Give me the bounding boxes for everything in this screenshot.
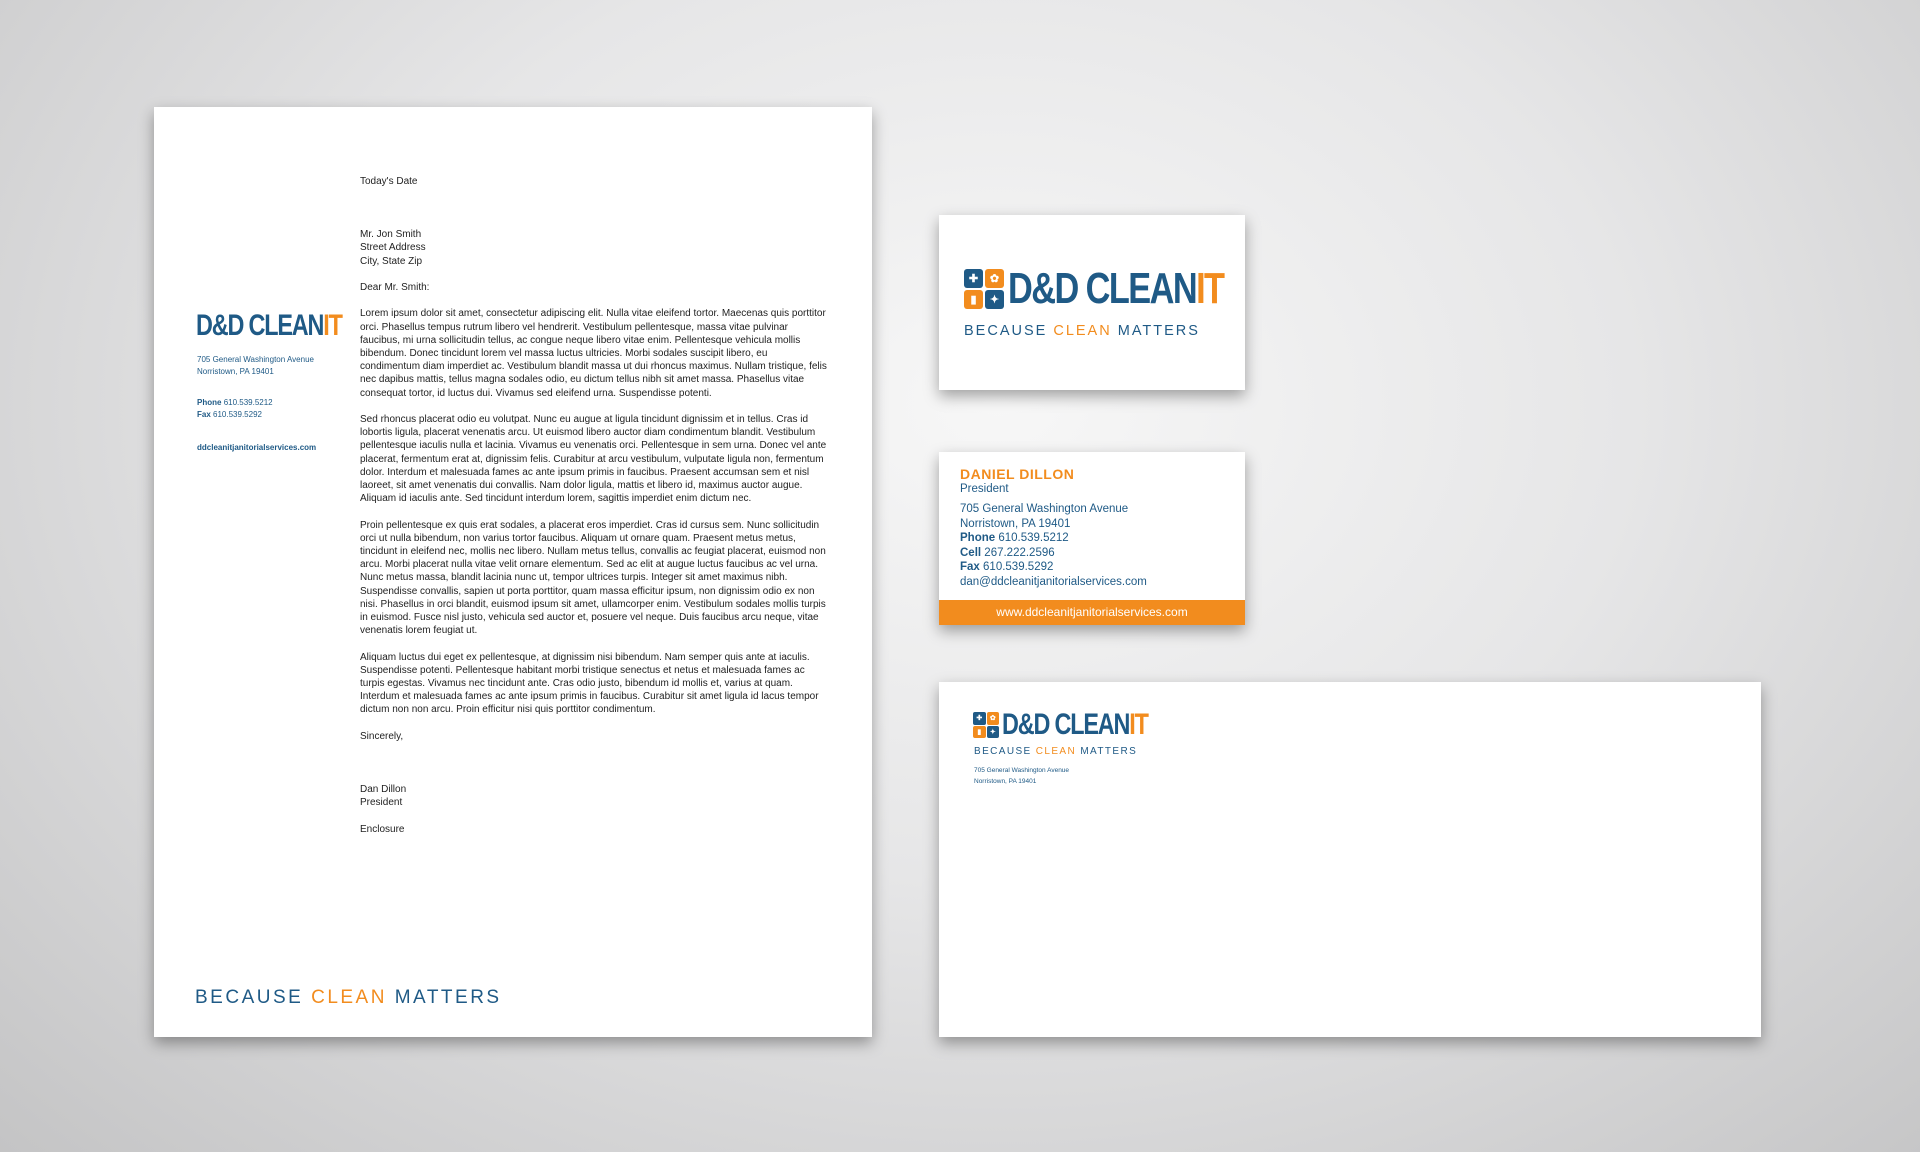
card-email: dan@ddcleanitjanitorialservices.com	[960, 575, 1147, 588]
letter-date: Today's Date	[360, 176, 418, 187]
letter-paragraph: Sed rhoncus placerat odio eu volutpat. Nunc eu augue at ligula tincidunt dignissim et in tellus. Cras id lobortis ligula, placerat venenatis arcu. Ut euismod libero auctor diam condimentum blandit. Vestibulum pellentesque iaculis nulla et lacinia. Vivamus eu venenatis orci. Pellentesque in sem urna. Donec vel ante placerat, fermentum erat at, dignissim felis. Curabitur at arcu vestibulum, vulputate ligula non, fermentum dolor. Interdum et malesuada fames ac ante ipsum primis in faucibus. Praesent accumsan sem et nisl laoreet, sit amet venenatis dui convallis. Nam dolor ligula, mattis et libero id, maximus auctor augue. Aliquam id iaculis ante. Sed tincidunt interdum lorem, sagittis imperdiet enim dictum nec.	[360, 414, 827, 505]
cleaning-tools-icon: ✚ ✿ ▮ ✦	[964, 269, 1004, 309]
card-logo-wordmark: D&D CLEANIT	[1008, 264, 1224, 313]
signer-title: President	[360, 797, 403, 809]
business-card-back	[939, 452, 1245, 625]
card-contact-details: 705 General Washington Avenue Norristown, PA 19401 Phone 610.539.5212 Cell 267.222.2596 Fax 610.539.5292 dan@ddcleanitjanitorialservices.com	[960, 503, 1147, 588]
card-tagline: BECAUSE CLEAN MATTERS	[964, 323, 1200, 339]
letter-paragraph: Proin pellentesque ex quis erat sodales, a placerat eros imperdiet. Cras id cursus sem. Nunc sollicitudin orci ut nulla bibendum, non varius tortor faucibus. Aliquam ut ornare quam. Praesent metus metus, tincidunt in eleifend nec, mollis nec libero. Nullam metus tellus, convallis ac feugiat placerat, euismod non arcu. Morbi placerat nulla vitae velit ornare elementum. Sed ac elit at augue luctus faucibus ac vel urna. Nunc metus massa, blandit lacinia nunc ut, tempor ultrices turpis. Integer sit amet maximus nibh. Suspendisse convallis, sapien ut porta porttitor, quam massa efficitur ipsum, non dignissim odio ex non nisi. Phasellus in orci blandit, euismod ipsum sit amet, ullamcorper enim. Vestibulum sodales mollis turpis in euismod. Fusce nisl justo, vehicula sed auctor et, posuere vel neque. Duis faucibus arcu neque, vitae venenatis lorem feugiat ut.	[360, 519, 826, 637]
business-card-front	[939, 215, 1245, 390]
letterhead	[154, 107, 872, 1037]
envelope-tagline: BECAUSE CLEAN MATTERS	[974, 746, 1138, 757]
letter-closing: Sincerely,	[360, 730, 404, 742]
signer-name: Dan Dillon	[360, 784, 407, 796]
cleaning-tools-icon: ✚ ✿ ▮ ✦	[973, 712, 999, 738]
letter-paragraph: Aliquam luctus dui eget ex pellentesque, at dignissim nisi bibendum. Nam semper quis ante at iaculis. Suspendisse potenti. Pellentesque habitant morbi tristique senectus et netus et malesuada fames ac turpis egestas. Vivamus nec tincidunt ante. Cras odio justo, bibendum id mollis et, varius at quam. Interdum et malesuada fames ac ante ipsum primis in faucibus. Curabitur sit amet ligula id lacus tempor dictum non non arcu. Proin efficitur nisi quis porttitor condimentum.	[360, 651, 819, 716]
envelope-logo-wordmark: D&D CLEANIT	[1002, 708, 1148, 741]
recipient-name: Mr. Jon Smith	[360, 229, 422, 241]
letterhead-logo: D&D CLEANIT	[196, 309, 342, 342]
card-person-name: DANIEL DILLON	[960, 466, 1075, 482]
letterhead-website: ddcleanitjanitorialservices.com	[197, 443, 317, 452]
recipient-street: Street Address	[360, 242, 426, 254]
card-person-title: President	[960, 483, 1009, 495]
card-logo	[964, 264, 1245, 313]
letter-body	[360, 175, 830, 836]
letter-paragraph: Lorem ipsum dolor sit amet, consectetur adipiscing elit. Nulla vitae eleifend tortor. Maecenas quis porttitor orci. Phasellus tempus rutrum libero vel hendrerit. Vestibulum pellentesque, massa vitae pulvinar faucibus, mi urna sollicitudin tellus, ac congue neque libero vitae enim. Pellentesque vehicula mollis bibendum. Donec tincidunt lorem vel massa luctus ultricies. Morbi sodales suscipit libero, eu condimentum diam imperdiet ac. Vestibulum blandit massa ut dui rhoncus maximus. Nullam tristique, felis nec dapibus mattis, tellus magna sodales odio, eu dictum tellus nibh sit amet massa. Phasellus vitae consequat tortor, id luctus dui. Vivamus sed eleifend urna. Suspendisse potenti.	[360, 308, 827, 399]
letterhead-tagline: BECAUSE CLEAN MATTERS	[195, 987, 502, 1008]
letter-enclosure: Enclosure	[360, 823, 405, 835]
letterhead-phone-fax: Phone 610.539.5212 Fax 610.539.5292	[197, 398, 273, 419]
envelope-logo	[973, 710, 1189, 740]
letter-salutation: Dear Mr. Smith:	[360, 282, 430, 293]
letterhead-address: 705 General Washington Avenue Norristown, PA 19401	[197, 355, 314, 376]
recipient-city: City, State Zip	[360, 255, 423, 267]
card-website-bar: www.ddcleanitjanitorialservices.com	[939, 600, 1245, 625]
envelope	[939, 682, 1761, 1037]
envelope-return-address: 705 General Washington Avenue Norristown, PA 19401	[974, 767, 1070, 785]
